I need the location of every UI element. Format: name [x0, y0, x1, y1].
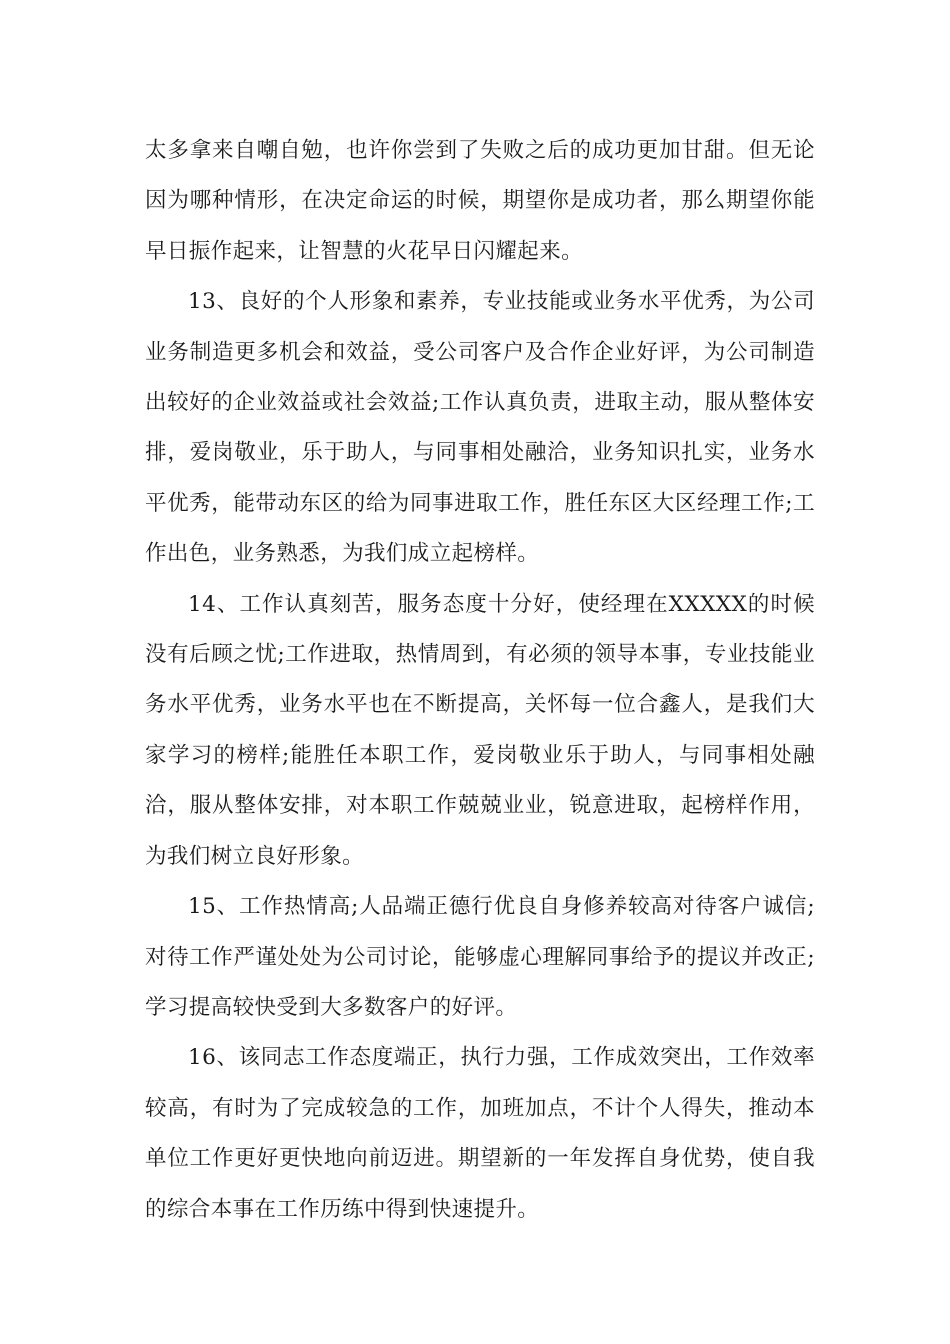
paragraph-continued: 太多拿来自嘲自勉，也许你尝到了失败之后的成功更加甘甜。但无论因为哪种情形，在决定命运的时候，期望你是成功者，那么期望你能早日振作起来，让智慧的火花早日闪耀起来。	[145, 138, 815, 264]
paragraph-15: 15、工作热情高;人品端正德行优良自身修养较高对待客户诚信;对待工作严谨处处为公司讨论，能够虚心理解同事给予的提议并改正;学习提高较快受到大多数客户的好评。	[145, 894, 815, 1020]
document-body	[145, 126, 815, 1235]
paragraph-13: 13、良好的个人形象和素养，专业技能或业务水平优秀，为公司业务制造更多机会和效益，受公司客户及合作企业好评，为公司制造出较好的企业效益或社会效益;工作认真负责，进取主动，服从整体安排，爱岗敬业，乐于助人，与同事相处融洽，业务知识扎实，业务水平优秀，能带动东区的给为同事进取工作，胜任东区大区经理工作;工作出色，业务熟悉，为我们成立起榜样。	[145, 289, 815, 567]
paragraph-16: 16、该同志工作态度端正，执行力强，工作成效突出，工作效率较高，有时为了完成较急的工作，加班加点，不计个人得失，推动本单位工作更好更快地向前迈进。期望新的一年发挥自身优势，使自我的综合本事在工作历练中得到快速提升。	[145, 1045, 815, 1222]
paragraph-14: 14、工作认真刻苦，服务态度十分好，使经理在XXXXX的时候没有后顾之忧;工作进取，热情周到，有必须的领导本事，专业技能业务水平优秀，业务水平也在不断提高，关怀每一位合鑫人，是我们大家学习的榜样;能胜任本职工作，爱岗敬业乐于助人，与同事相处融洽，服从整体安排，对本职工作兢兢业业，锐意进取，起榜样作用，为我们树立良好形象。	[145, 591, 815, 869]
